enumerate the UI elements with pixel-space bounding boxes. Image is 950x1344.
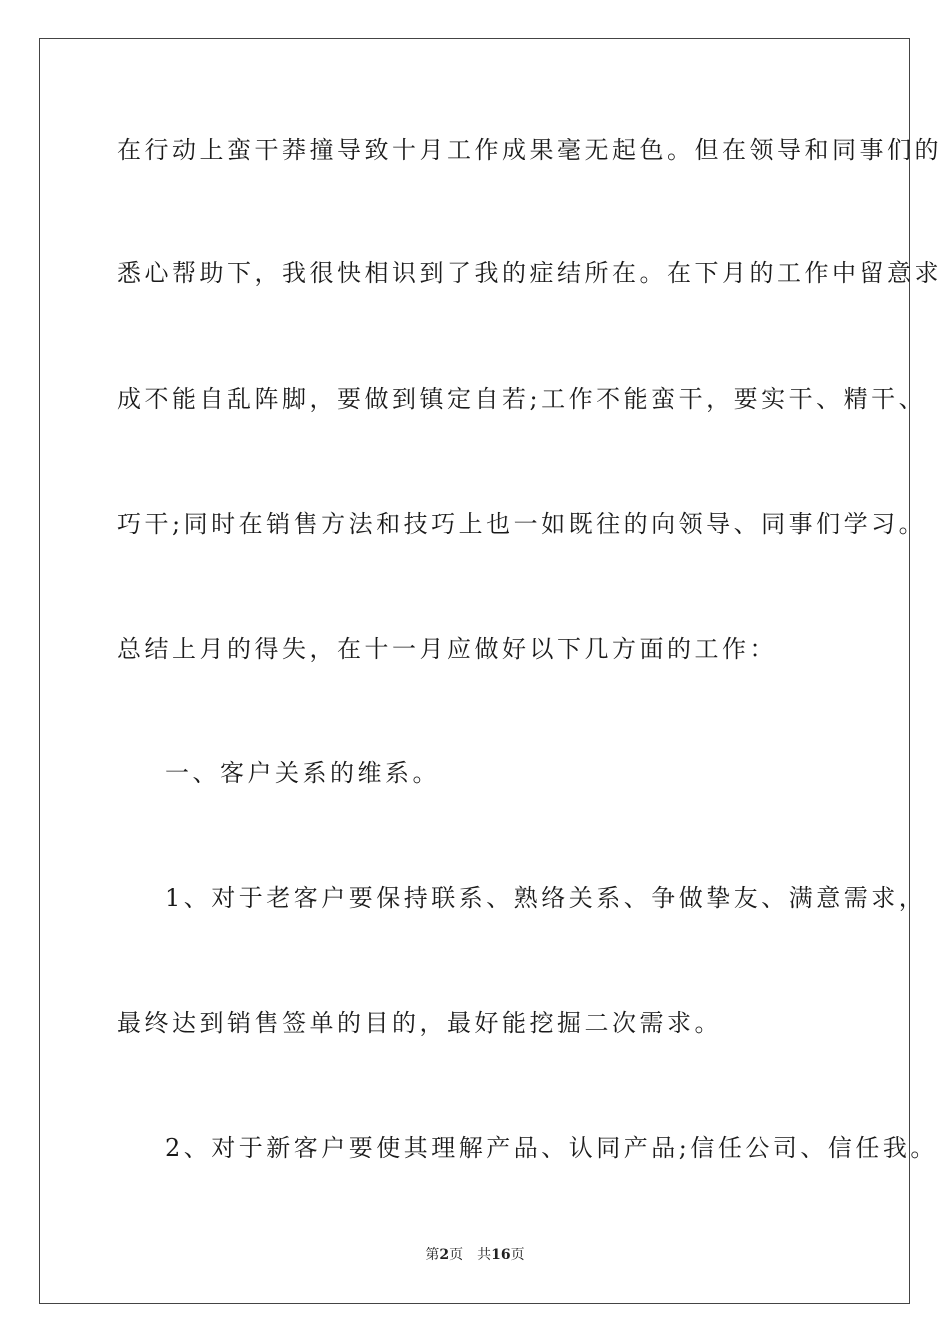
list-item-2: 2、对于新客户要使其理解产品、认同产品;信任公司、信任我。 xyxy=(165,1134,938,1162)
page-footer xyxy=(0,1246,950,1264)
page-border xyxy=(39,38,942,1304)
footer-page-number: 2 xyxy=(439,1247,450,1263)
footer-total-prefix: 共 xyxy=(477,1247,492,1263)
section-heading: 一、客户关系的维系。 xyxy=(165,759,440,787)
footer-page-prefix: 第 xyxy=(425,1247,440,1263)
body-line-3: 成不能自乱阵脚，要做到镇定自若;工作不能蛮干，要实干、精干、 xyxy=(117,385,927,413)
body-line-1: 在行动上蛮干莽撞导致十月工作成果毫无起色。但在领导和同事们的 xyxy=(117,136,942,164)
footer-page-suffix: 页 xyxy=(449,1247,464,1263)
list-item-1-line-2: 最终达到销售签单的目的，最好能挖掘二次需求。 xyxy=(117,1009,722,1037)
body-line-2: 悉心帮助下，我很快相识到了我的症结所在。在下月的工作中留意求 xyxy=(117,259,942,287)
footer-total-suffix: 页 xyxy=(510,1247,525,1263)
body-line-5: 总结上月的得失，在十一月应做好以下几方面的工作： xyxy=(117,635,777,663)
list-item-1-line-1: 1、对于老客户要保持联系、熟络关系、争做挚友、满意需求， xyxy=(165,884,927,912)
footer-total-pages: 16 xyxy=(491,1247,511,1263)
body-line-4: 巧干;同时在销售方法和技巧上也一如既往的向领导、同事们学习。 xyxy=(117,510,927,538)
